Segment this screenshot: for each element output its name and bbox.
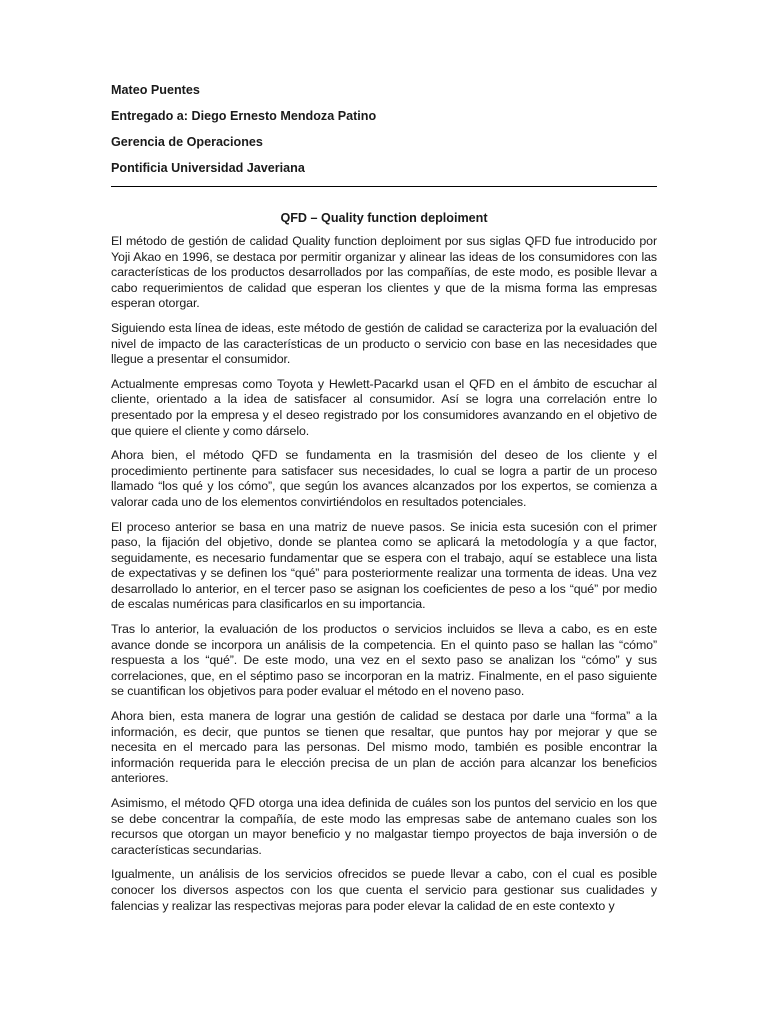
paragraph-9: Igualmente, un análisis de los servicios ofrecidos se puede llevar a cabo, con el cual es posible conocer los diversos aspectos con los que cuenta el servicio para gestionar sus cualidades y falencias y realizar las respectivas mejoras para poder elevar la calidad de en este contexto y (111, 867, 657, 913)
paragraph-8: Asimismo, el método QFD otorga una idea definida de cuáles son los puntos del servicio en los que se debe concentrar la compañía, de este modo las empresas sabe de antemano cuales son los recursos que otorgan un mayor beneficio y no malgastar tiempo proyectos de baja inversión o de características secundarias. (111, 796, 657, 857)
paragraph-3: Actualmente empresas como Toyota y Hewlett-Pacarkd usan el QFD en el ámbito de escuchar al cliente, orientado a la idea de satisfacer al consumidor. Así se logra una correlación entre lo presentado por la empresa y el deseo registrado por los consumidores avanzando en el objetivo de que quiere el cliente y como dárselo. (111, 376, 657, 438)
university-name: Pontificia Universidad Javeriana (111, 161, 305, 175)
document-page (111, 82, 657, 923)
header-divider (111, 186, 657, 187)
paragraph-2: Siguiendo esta línea de ideas, este método de gestión de calidad se caracteriza por la evaluación del nivel de impacto de las características de un producto o servicio con base en las necesidades que llegue a presentar el consumidor. (111, 320, 657, 367)
paragraph-1: El método de gestión de calidad Quality function deploiment por sus siglas QFD fue introducido por Yoji Akao en 1996, se destaca por permitir organizar y alinear las ideas de los consumidores con las características de los productos desarrollados por las compañías, de este modo, es posible llevar a cabo requerimientos de calidad que esperan los clientes y que de la misma forma las empresas esperan otorgar. (111, 234, 657, 311)
paragraph-5: El proceso anterior se basa en una matriz de nueve pasos. Se inicia esta sucesión con el primer paso, la fijación del objetivo, donde se plantea como se aplicará la metodología y a que factor, seguidamente, es necesario fundamentar que se espera con el trabajo, aquí se establece una lista de expectativas y se definen los “qué” para posteriormente realizar una tormenta de ideas. Una vez desarrollado lo anterior, en el tercer paso se asignan los coeficientes de peso a los “qué” por medio de escalas numéricas para clasificarlos en su importancia. (111, 519, 657, 612)
delivered-to: Entregado a: Diego Ernesto Mendoza Patino (111, 109, 377, 123)
document-title: QFD – Quality function deploiment (280, 211, 488, 225)
course-name: Gerencia de Operaciones (111, 135, 263, 149)
author-name: Mateo Puentes (111, 83, 200, 97)
paragraph-7: Ahora bien, esta manera de lograr una gestión de calidad se destaca por darle una “forma” a la información, es decir, que puntos se tienen que resaltar, que puntos hay por mejorar y que se necesita en el mercado para las personas. Del mismo modo, también es posible encontrar la información requerida para le elección precisa de un plan de acción para alcanzar los beneficios anteriores. (111, 709, 657, 786)
paragraph-6: Tras lo anterior, la evaluación de los productos o servicios incluidos se lleva a cabo, es en este avance donde se incorpora un análisis de la competencia. En el quinto paso se hallan las “cómo” respuesta a los “qué”. De este modo, una vez en el sexto paso se analizan los “cómo” y sus correlaciones, que, en el séptimo paso se incorporan en la matriz. Finalmente, en el paso siguiente se cuantifican los objetivos para poder evaluar el método en el noveno paso. (111, 622, 657, 699)
paragraph-4: Ahora bien, el método QFD se fundamenta en la trasmisión del deseo de los cliente y el procedimiento pertinente para satisfacer sus necesidades, lo cual se logra a partir de un proceso llamado “los qué y los cómo”, que según los avances alcanzados por los expertos, se comienza a valorar cada uno de los elementos convirtiéndolos en resultados potenciales. (111, 448, 657, 509)
